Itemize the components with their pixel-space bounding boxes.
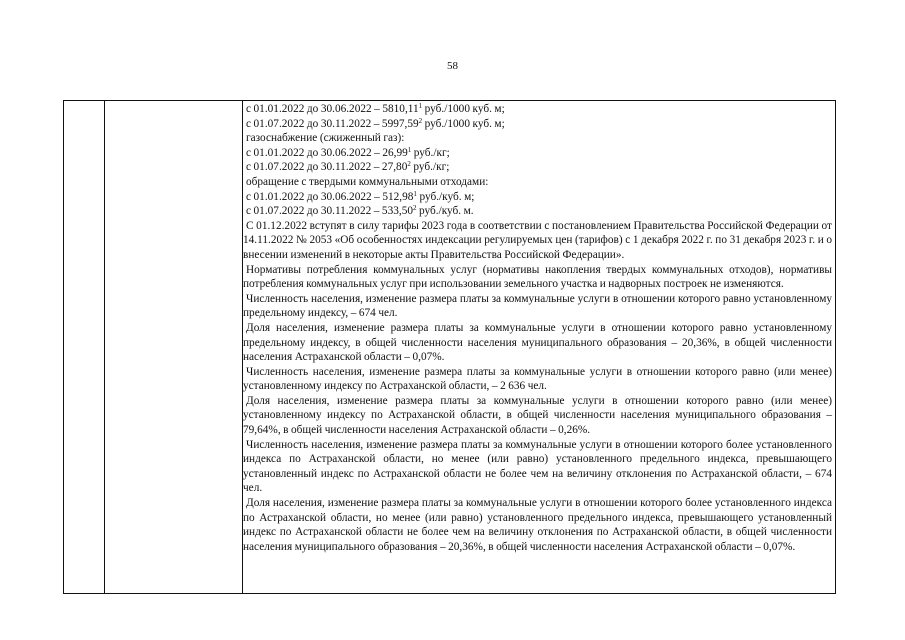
page-number: 58 bbox=[447, 60, 458, 72]
paragraph-consumption-norms: Нормативы потребления коммунальных услуг (нормативы накопления твердых коммунальных отходов), нормативы потребления коммунальных услуг при использовании земельного участка и надворных построек не изменяются. bbox=[243, 263, 832, 291]
table-column-content bbox=[243, 102, 832, 554]
paragraph-share-above-regional: Доля населения, изменение размера платы за коммунальные услуги в отношении которого более установленного индекса по Астраханской области, но менее (или равно) установленного предельного индекса, превышающего установленный индекс по Астраханской области не более чем на величину отклонения по Астраханской области, в общей численности населения муниципального образования – 20,36%, в общей численности населения Астраханской области – 0,07%. bbox=[243, 497, 832, 553]
paragraph-population-above-regional: Численность населения, изменение размера платы за коммунальные услуги в отношении которого более установленного индекса по Астраханской области, но менее (или равно) установленного предельного индекса, превышающего установленный индекс по Астраханской области не более чем на величину отклонения по Астраханской области, – 674 чел. bbox=[243, 438, 832, 495]
tariff-line: с 01.01.2022 до 30.06.2022 – 26,99$^1$ руб./кг; bbox=[246, 145, 450, 159]
table-column-number bbox=[64, 101, 105, 593]
paragraph-population-equal-regional: Численность населения, изменение размера платы за коммунальные услуги в отношении которого равно (или менее) установленному индексу по Астраханской области, – 2 636 чел. bbox=[243, 365, 832, 393]
paragraph-population-equal-limit: Численность населения, изменение размера платы за коммунальные услуги в отношении которого равно установленному предельному индексу, – 674 чел. bbox=[243, 292, 832, 320]
tariff-line: с 01.01.2022 до 30.06.2022 – 5810,11$^1$ руб./1000 куб. м; bbox=[246, 102, 505, 115]
tariff-line: с 01.07.2022 до 30.11.2022 – 5997,59$^2$ руб./1000 куб. м; bbox=[246, 116, 505, 130]
paragraph-tariffs-2023: С 01.12.2022 вступят в силу тарифы 2023 года в соответствии с постановлением Правительства Российской Федерации от 14.11.2022 № 2053 «Об особенностях индексации регулируемых цен (тарифов) с 1 декабря 2022 г. по 31 декабря 2023 г. и о внесении изменений в некоторые акты Правительства Российской Федерации». bbox=[243, 219, 832, 261]
tariff-line: с 01.01.2022 до 30.06.2022 – 512,98$^1$ руб./куб. м; bbox=[246, 189, 475, 203]
paragraph-share-equal-regional: Доля населения, изменение размера платы за коммунальные услуги в отношении которого равно (или менее) установленному индексу по Астраханской области, в общей численности населения муниципального образования – 79,64%, в общей численности населения Астраханской области – 0,26%. bbox=[243, 394, 832, 437]
tariff-line: с 01.07.2022 до 30.11.2022 – 533,50$^2$ руб./куб. м. bbox=[246, 204, 474, 218]
paragraph-share-equal-limit: Доля населения, изменение размера платы за коммунальные услуги в отношении которого равно установленному предельному индексу, в общей численности населения муниципального образования – 20,36%, в общей численности населения Астраханской области – 0,07%. bbox=[243, 321, 832, 364]
tariff-line: с 01.07.2022 до 30.11.2022 – 27,80$^2$ руб./кг; bbox=[246, 160, 450, 174]
document-table bbox=[63, 100, 836, 594]
tariff-heading: газоснабжение (сжиженный газ): bbox=[246, 132, 405, 145]
tariff-heading: обращение с твердыми коммунальными отходами: bbox=[246, 175, 489, 188]
table-column-name bbox=[104, 101, 243, 593]
